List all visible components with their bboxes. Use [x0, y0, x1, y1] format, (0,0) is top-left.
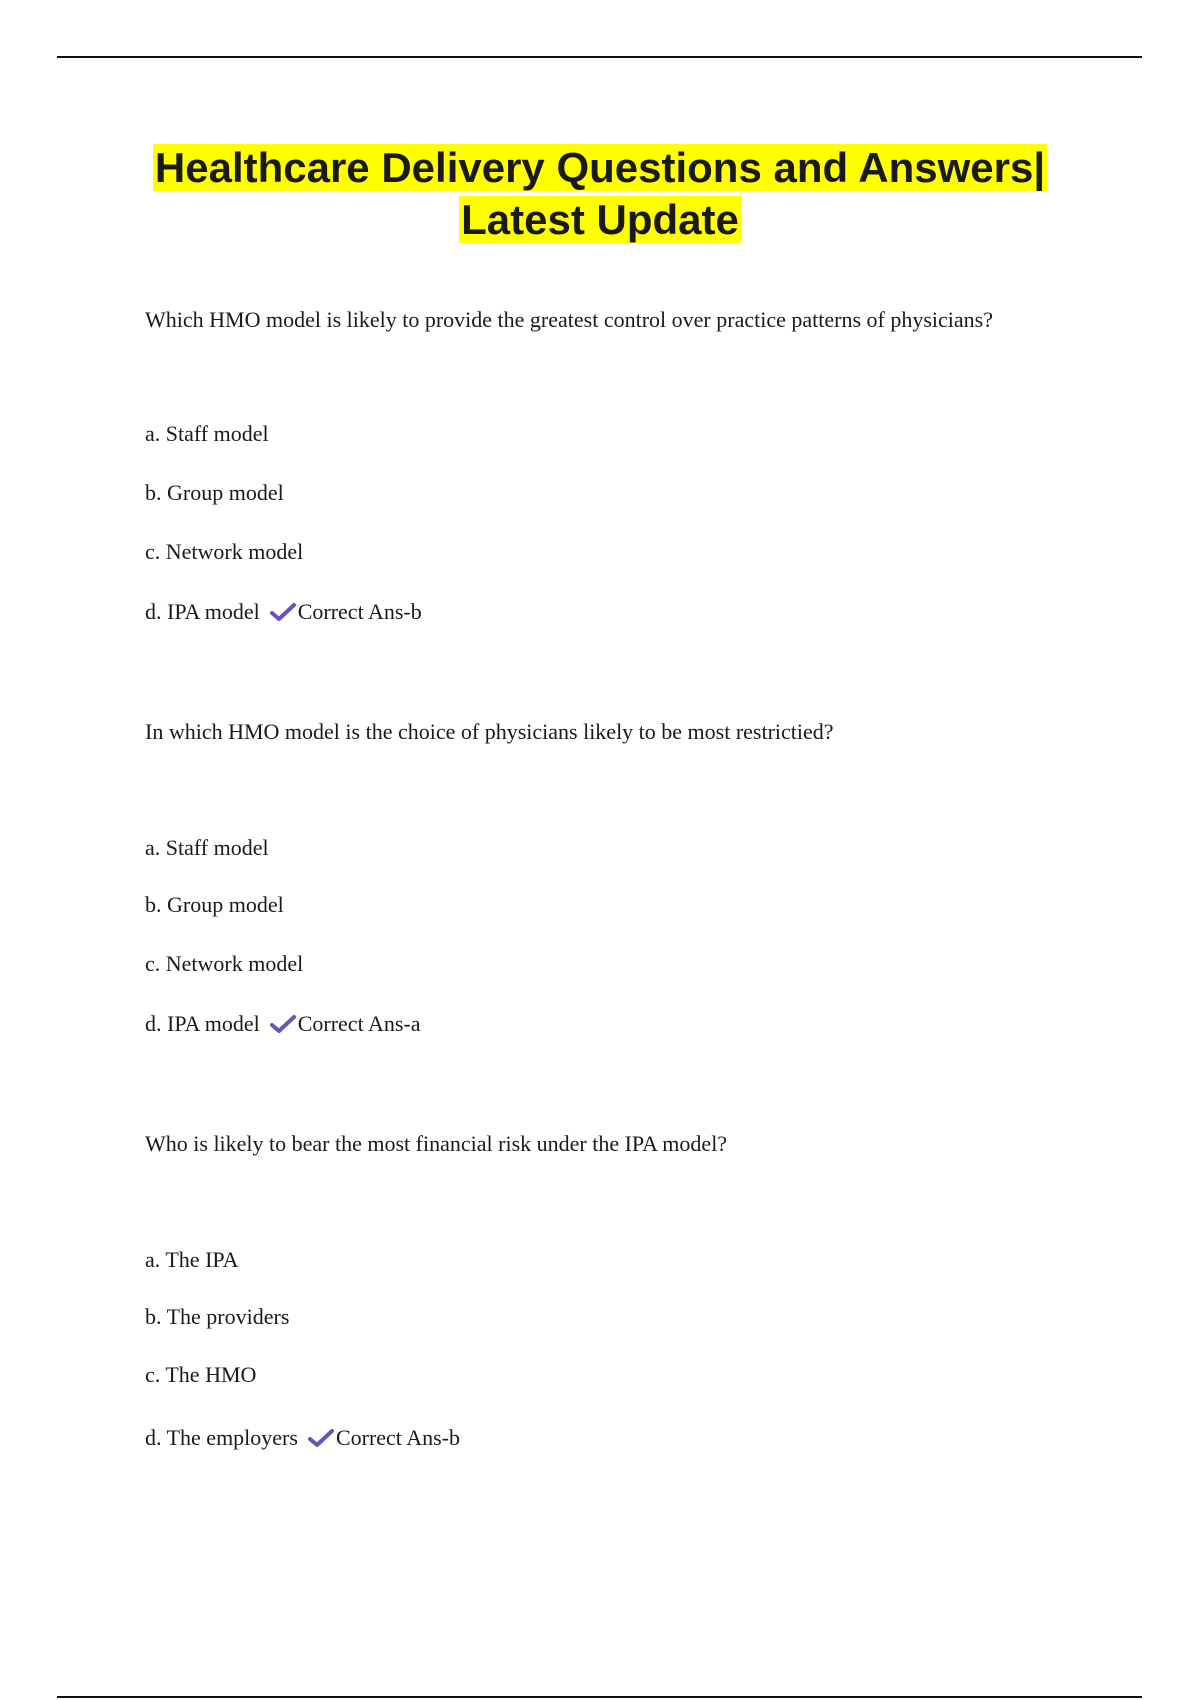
question-3-answer: Correct Ans-b [335, 1425, 460, 1450]
document-title [100, 142, 1100, 246]
question-1-answer: Correct Ans-b [297, 599, 422, 624]
bottom-rule [57, 1696, 1142, 1698]
question-2-option-a: a. Staff model [145, 835, 269, 860]
question-2-answer: Correct Ans-a [297, 1011, 421, 1036]
question-1-option-d-row [145, 598, 422, 626]
question-2-text: In which HMO model is the choice of physicians likely to be most restrictied? [145, 719, 834, 744]
question-1-option-d: d. IPA model [145, 599, 260, 624]
question-2-option-b: b. Group model [145, 892, 284, 917]
question-2-option-c: c. Network model [145, 951, 304, 976]
question-1-option-b: b. Group model [145, 480, 284, 505]
check-icon [270, 1014, 296, 1034]
question-3-option-d: d. The employers [145, 1425, 298, 1450]
question-1-option-c: c. Network model [145, 539, 304, 564]
question-3-option-a: a. The IPA [145, 1247, 239, 1272]
question-2-option-d: d. IPA model [145, 1011, 260, 1036]
title-line-1: Healthcare Delivery Questions and Answers| [154, 144, 1046, 191]
title-line-2: Latest Update [461, 196, 739, 243]
question-1-option-a: a. Staff model [145, 421, 269, 446]
check-icon [308, 1428, 334, 1448]
question-3-option-d-row [145, 1424, 460, 1452]
question-1-text: Which HMO model is likely to provide the greatest control over practice patterns of physicians? [145, 307, 993, 332]
question-2-option-d-row [145, 1010, 421, 1038]
top-rule [57, 56, 1142, 58]
check-icon [270, 602, 296, 622]
question-3-option-c: c. The HMO [145, 1362, 257, 1387]
question-3-option-b: b. The providers [145, 1304, 290, 1329]
question-3-text: Who is likely to bear the most financial risk under the IPA model? [145, 1131, 728, 1156]
